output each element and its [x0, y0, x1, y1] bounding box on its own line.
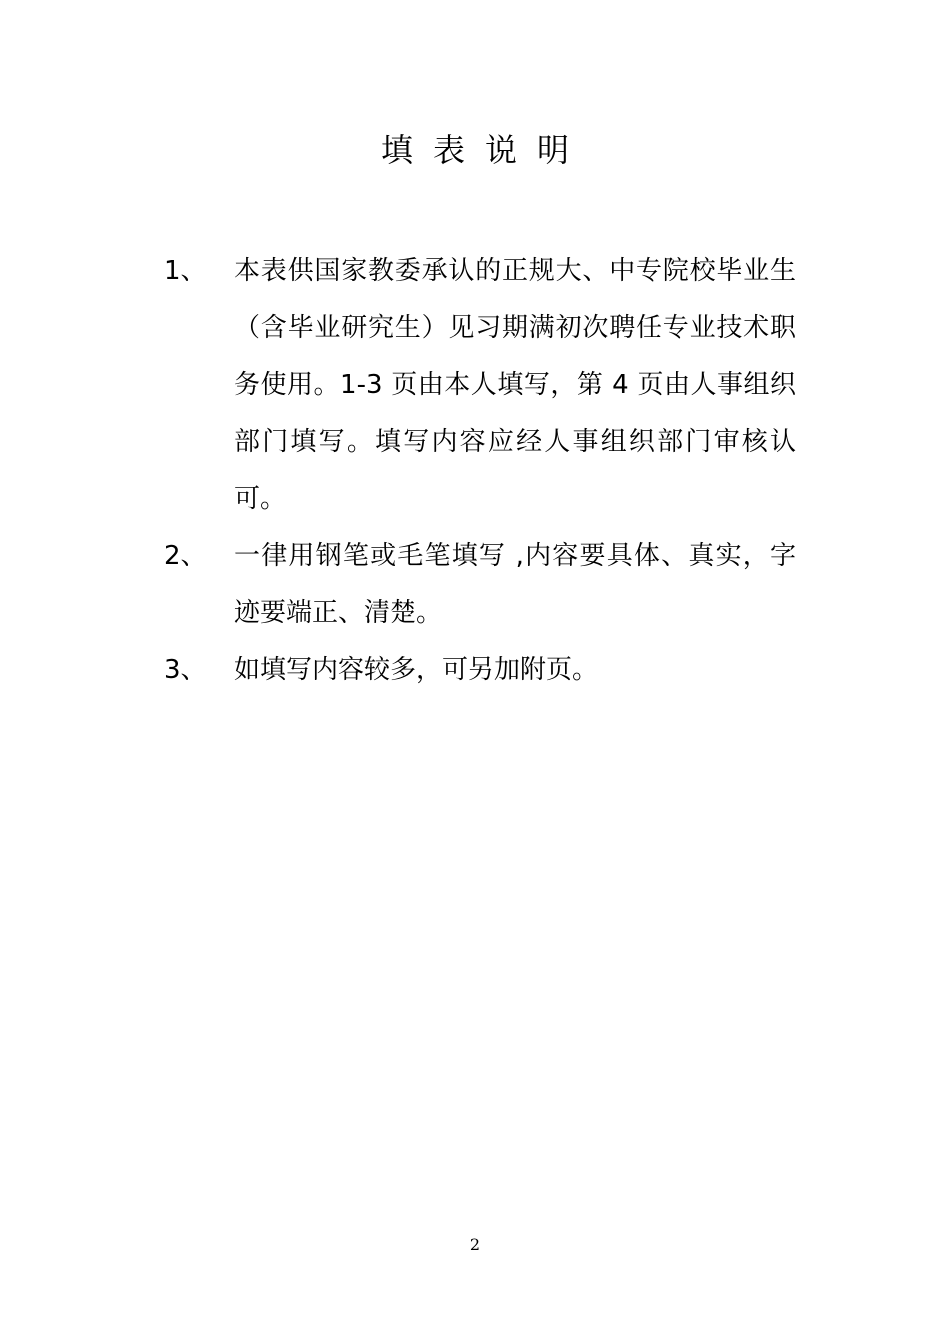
page-title: 填表说明 [380, 131, 589, 169]
item-number: 1、 [164, 256, 207, 286]
page-number: 2 [469, 1235, 481, 1254]
list-item [0, 528, 950, 642]
instructions-list [0, 243, 950, 699]
item-text: 如填写内容较多，可另加附页。 [234, 655, 599, 685]
item-text: 本表供国家教委承认的正规大、中专院校毕业生（含毕业研究生）见习期满初次聘任专业技术职务使用。1-3 页由本人填写，第 4 页由人事组织部门填写。填写内容应经人事组织部门审核认可。 [234, 256, 796, 514]
list-item [0, 642, 950, 699]
list-item [0, 243, 950, 528]
item-number: 3、 [164, 655, 207, 685]
item-text: 一律用钢笔或毛笔填写 ,内容要具体、真实，字迹要端正、清楚。 [234, 541, 796, 628]
item-number: 2、 [164, 541, 207, 571]
